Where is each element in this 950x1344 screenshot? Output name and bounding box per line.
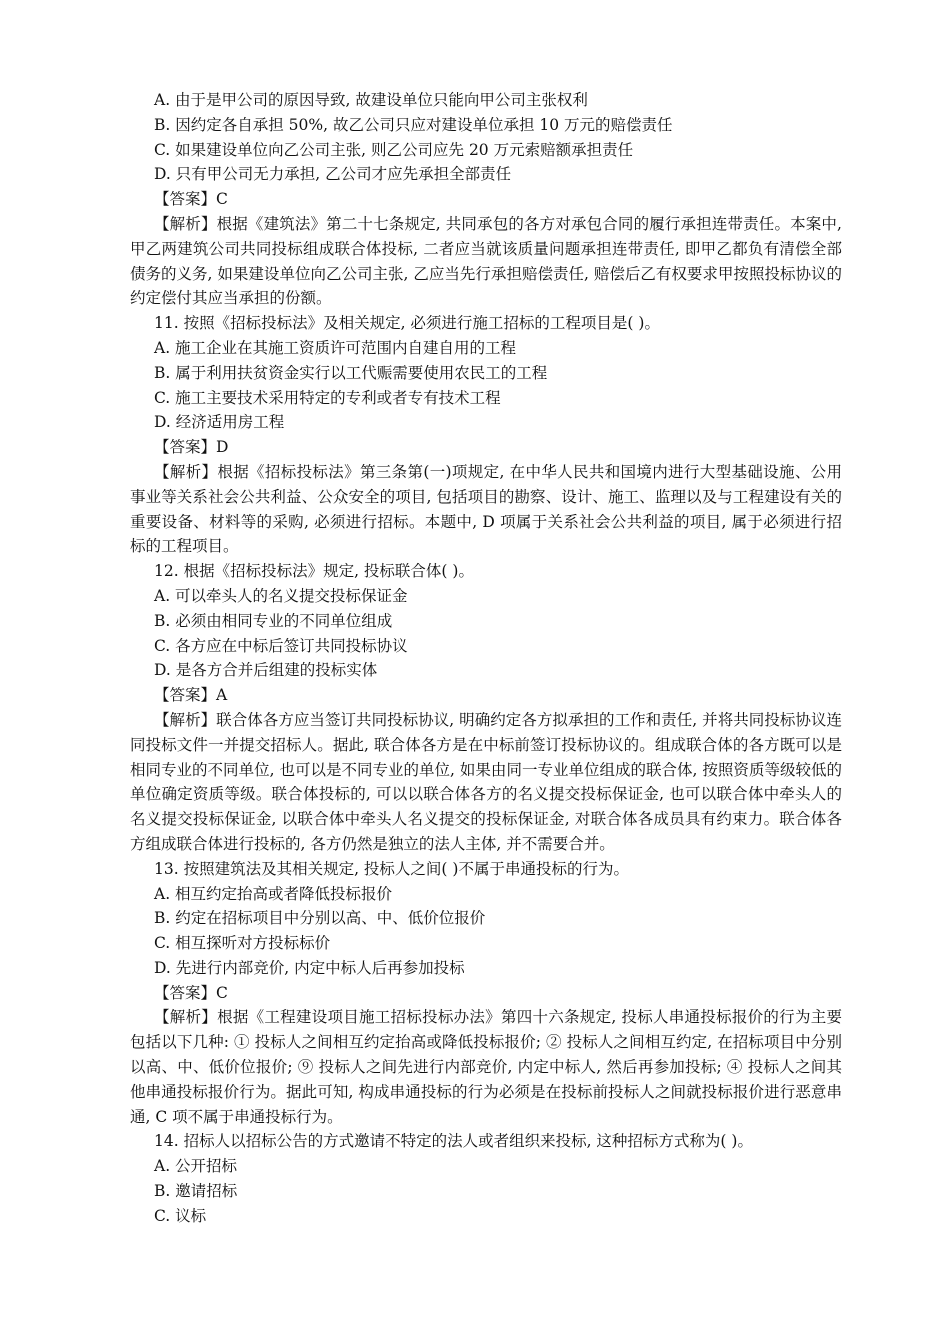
explanation-paragraph: 【解析】根据《招标投标法》第三条第(一)项规定, 在中华人民共和国境内进行大型基础设施、公用事业等关系社会公共利益、公众安全的项目, 包括项目的勘察、设计、施工、监理以及与工程建设有关的重要设备、材料等的采购, 必须进行招标。本题中, D 项属于关系社会公共利益的项目, 属于必须进行招标的工程项目。 [130,462,842,556]
document-page [130,88,842,1229]
option-line: B. 邀请招标 [154,1182,238,1201]
option-line: B. 约定在招标项目中分别以高、中、低价位报价 [154,909,486,928]
option-line: A. 施工企业在其施工资质许可范围内自建自用的工程 [154,338,517,357]
option-line: A. 公开招标 [154,1157,238,1176]
option-line: D. 是各方合并后组建的投标实体 [154,661,378,680]
option-line: D. 先进行内部竞价, 内定中标人后再参加投标 [154,958,465,977]
option-line: B. 因约定各自承担 50%, 故乙公司只应对建设单位承担 10 万元的赔偿责任 [154,115,673,134]
option-line: D. 只有甲公司无力承担, 乙公司才应先承担全部责任 [154,165,512,184]
option-line: C. 议标 [154,1206,207,1225]
option-line: B. 必须由相同专业的不同单位组成 [154,611,393,630]
question-11: 11. 按照《招标投标法》及相关规定, 必须进行施工招标的工程项目是( )。 [154,314,660,333]
explanation-paragraph: 【解析】联合体各方应当签订共同投标协议, 明确约定各方拟承担的工作和责任, 并将共同投标协议连同投标文件一并提交招标人。据此, 联合体各方是在中标前签订投标协议的。组成联合体的各方既可以是相同专业的不同单位, 也可以是不同专业的单位, 如果由同一专业单位组成的联合体, 按照资质等级较低的单位确定资质等级。联合体投标的, 可以以联合体各方的名义提交投标保证金, 也可以联合体中牵头人的名义提交投标保证金, 以联合体中牵头人名义提交的投标保证金, 对联合体各成员具有约束力。联合体各方组成联合体进行投标的, 各方仍然是独立的法人主体, 并不需要合并。 [130,710,842,853]
question-13: 13. 按照建筑法及其相关规定, 投标人之间( )不属于串通投标的行为。 [154,859,629,878]
answer-line: 【答案】C [154,190,228,209]
option-line: A. 可以牵头人的名义提交投标保证金 [154,586,408,605]
option-line: D. 经济适用房工程 [154,413,285,432]
option-line: C. 相互探听对方投标标价 [154,934,331,953]
option-line: C. 各方应在中标后签订共同投标协议 [154,636,408,655]
question-12: 12. 根据《招标投标法》规定, 投标联合体( )。 [154,562,474,581]
option-line: C. 如果建设单位向乙公司主张, 则乙公司应先 20 万元索赔额承担责任 [154,140,634,159]
option-line: B. 属于利用扶贫资金实行以工代赈需要使用农民工的工程 [154,363,548,382]
option-line: A. 相互约定抬高或者降低投标报价 [154,884,393,903]
option-line: A. 由于是甲公司的原因导致, 故建设单位只能向甲公司主张权利 [154,91,588,109]
answer-line: 【答案】A [154,686,228,705]
answer-line: 【答案】D [154,438,229,457]
question-14: 14. 招标人以招标公告的方式邀请不特定的法人或者组织来投标, 这种招标方式称为( )。 [154,1132,753,1151]
answer-line: 【答案】C [154,983,228,1002]
option-line: C. 施工主要技术采用特定的专利或者专有技术工程 [154,388,501,407]
explanation-paragraph: 【解析】根据《工程建设项目施工招标投标办法》第四十六条规定, 投标人串通投标报价的行为主要包括以下几种: ① 投标人之间相互约定抬高或降低投标报价; ② 投标人之间相互约定, 在招标项目中分别以高、中、低价位报价; ⑨ 投标人之间先进行内部竞价, 内定中标人, 然后再参加投标; ④ 投标人之间其他串通投标报价行为。据此可知, 构成串通投标的行为必须是在投标前投标人之间就投标报价进行恶意串通, C 项不属于串通投标行为。 [130,1008,842,1126]
explanation-paragraph: 【解析】根据《建筑法》第二十七条规定, 共同承包的各方对承包合同的履行承担连带责任。本案中, 甲乙两建筑公司共同投标组成联合体投标, 二者应当就该质量问题承担连带责任, 即甲乙都负有清偿全部债务的义务, 如果建设单位向乙公司主张, 乙应当先行承担赔偿责任, 赔偿后乙有权要求甲按照投标协议的约定偿付其应当承担的份额。 [130,214,842,308]
